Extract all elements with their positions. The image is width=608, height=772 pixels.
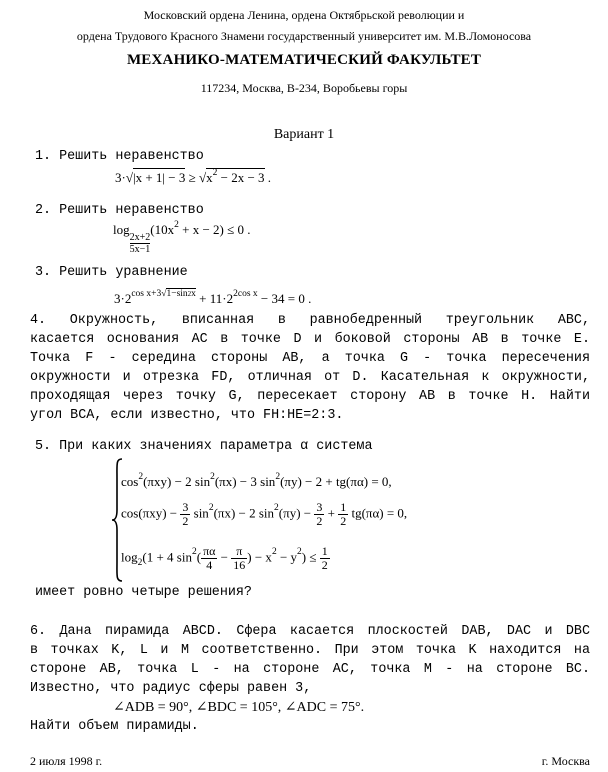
problem-5-tail: имеет ровно четыре решения? xyxy=(35,585,252,600)
problem-6-line-3: стороне AB, точка L - на стороне AC, точка M - на стороне BC. xyxy=(30,662,590,677)
problem-4-line-3: Точка F - середина стороны AB, а точка G - точка пересечения xyxy=(30,351,590,366)
system-inequality-3: $\log_2(1 + 4$ $\sin^2$( $\frac{\pi\alpha}{4}$ − $\frac{\pi}{16}$ ) − $x^2 - y^2$) ≤ $\frac{1}{2}$ xyxy=(121,544,328,572)
problem-4-line-1: 4. Окружность, вписанная в равнобедренный треугольник ABC, xyxy=(30,313,590,328)
variant-title: Вариант 1 xyxy=(273,127,335,142)
problem-3-title: 3. Решить уравнение xyxy=(35,265,188,280)
university-line-1: Московский ордена Ленина, ордена Октябрьской революции и xyxy=(143,8,465,22)
problem-4-line-6: угол BCA, если известно, что FH:HE=2:3. xyxy=(30,408,344,423)
problem-4-line-4: окружности и отрезка FD, отличная от D. Касательная к окружности, xyxy=(30,370,590,385)
faculty-title: МЕХАНИКО-МАТЕМАТИЧЕСКИЙ ФАКУЛЬТЕТ xyxy=(126,52,482,68)
problem-1-title: 1. Решить неравенство xyxy=(35,149,204,164)
university-line-2: ордена Трудового Красного Знамени государственный университет им. М.В.Ломоносова xyxy=(76,29,532,43)
problem-2-formula: log $\frac{2x+2}{5x-1}$ $(10x^2 + x - 2) \le 0$ . xyxy=(113,220,251,255)
problem-4-line-2: касается основания AC в точке D и боковой стороны AB в точке E. xyxy=(30,332,590,347)
problem-5-title: 5. При каких значениях параметра α система xyxy=(35,439,373,454)
problem-6-line-1: 6. Дана пирамида ABCD. Сфера касается плоскостей DAB, DAC и DBC xyxy=(30,624,590,639)
problem-6-line-2: в точках K, L и M соответственно. При этом точка K находится на xyxy=(30,643,590,658)
footer-city: г. Москва xyxy=(541,754,590,768)
problem-1-formula: $3\cdot√|x + 1| - 3 \ge √x^2 - 2x - 3$ . xyxy=(115,168,272,185)
footer-date: 2 июля 1998 г. xyxy=(30,754,103,768)
problem-6-question: Найти объем пирамиды. xyxy=(30,719,199,734)
problem-6-line-4: Известно, что радиус сферы равен 3, xyxy=(30,681,312,696)
problem-2-title: 2. Решить неравенство xyxy=(35,203,204,218)
system-equation-2: cos(πxy) − $\frac{3}{2}$ $\sin^2(\pi x) - 2$ $\sin^2(\pi y)$ − $\frac{3}{2}$ + $\frac{1}{2}$ tg(πα) = 0, xyxy=(121,500,408,528)
system-equation-1: $\cos^2(\pi xy) - 2$ $\sin^2(\pi x) - 3$ $\sin^2(\pi y) - 2 + tg(\pi\alpha) = 0$, xyxy=(121,472,392,489)
faculty-address: 117234, Москва, В-234, Воробьевы горы xyxy=(200,81,408,95)
problem-3-formula: $3\cdot 2^{cos x+3√1-sin2x} + 11\cdot 2^{2cos x} - 34 = 0$ . xyxy=(114,289,312,306)
problem-4-line-5: проходящая через точку G, пересекает сторону AB в точке H. Найти xyxy=(30,389,590,404)
problem-6-angles: ∠ADB = 90°, ∠BDC = 105°, ∠ADC = 75°. xyxy=(113,700,365,715)
